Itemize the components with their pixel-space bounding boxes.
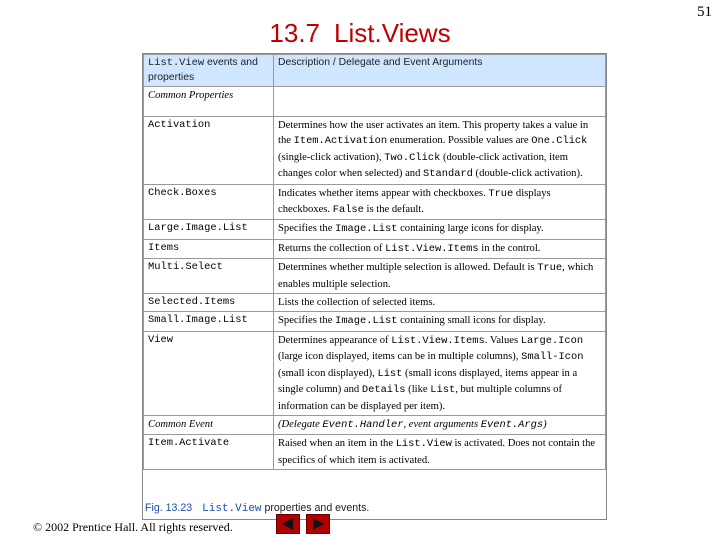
caption-text: properties and events.: [261, 502, 370, 514]
prev-slide-button[interactable]: [276, 514, 300, 534]
code-term: Event.Args: [480, 418, 544, 431]
common-properties-row: [144, 87, 606, 117]
desc-text: (small icons displayed, items appear in a single column) and: [278, 367, 578, 396]
desc-text: (double-click activation).: [472, 168, 583, 180]
property-name: Small.Image.List: [144, 312, 274, 331]
desc-text: Lists the collection of selected items.: [278, 297, 436, 309]
desc-text: in the control.: [478, 242, 541, 254]
desc-text: is the default.: [363, 204, 424, 216]
triangle-right-icon: [307, 515, 329, 533]
property-description: [274, 184, 606, 220]
table-row-multi-select: [144, 259, 606, 294]
desc-text: Specifies the: [278, 223, 336, 235]
property-name: View: [144, 331, 274, 415]
property-description: [274, 239, 606, 258]
property-name: Item.Activate: [144, 435, 274, 470]
code-term: Large.Icon: [520, 334, 584, 347]
code-term: Image.List: [335, 315, 398, 328]
code-term: One.Click: [531, 135, 588, 148]
desc-text: enumeration. Possible values are: [387, 135, 532, 147]
property-description: [274, 435, 606, 470]
desc-text: (single-click activation),: [278, 151, 385, 163]
property-name: Multi.Select: [144, 259, 274, 294]
code-term: Item.Activation: [293, 135, 388, 148]
table-row-small-image-list: [144, 312, 606, 331]
property-name: Items: [144, 239, 274, 258]
figure-number: Fig. 13.23: [145, 502, 193, 514]
table-row-check-boxes: [144, 184, 606, 220]
code-term: Image.List: [335, 223, 398, 236]
desc-text: (double-click activation, item changes color when selected) and: [278, 151, 568, 180]
property-description: [274, 259, 606, 294]
property-description: [274, 331, 606, 415]
code-term: List.View: [395, 438, 452, 451]
next-slide-button[interactable]: [306, 514, 330, 534]
desc-text: Indicates whether items appear with checkboxes.: [278, 187, 489, 199]
desc-text: Determines appearance of: [278, 334, 392, 346]
desc-text: ): [543, 418, 547, 430]
title-text: List.Views: [334, 18, 451, 48]
figure-caption: [145, 502, 369, 515]
property-name: Activation: [144, 117, 274, 185]
desc-text: Determines whether multiple selection is allowed. Default is: [278, 262, 538, 274]
properties-table: [143, 54, 606, 470]
property-name: Selected.Items: [144, 294, 274, 312]
code-term: List: [430, 384, 456, 397]
property-description: [274, 294, 606, 312]
section-number: 13.7: [269, 18, 321, 48]
table-row-selected-items: [144, 294, 606, 312]
common-properties-empty: [274, 87, 606, 117]
table-row-large-image-list: [144, 220, 606, 239]
desc-text: Raised when an item in the: [278, 438, 396, 450]
table-row-items: [144, 239, 606, 258]
desc-text: (small icon displayed),: [278, 367, 378, 379]
desc-text: . Values: [484, 334, 521, 346]
desc-text: , which enables multiple selection.: [278, 262, 594, 290]
triangle-left-icon: [277, 515, 299, 533]
code-term: Event.Handler: [322, 418, 404, 431]
property-name: Large.Image.List: [144, 220, 274, 239]
desc-text: Determines how the user activates an item. This property takes a value in the: [278, 120, 589, 147]
common-event-row: [144, 415, 606, 434]
table-row-view: [144, 331, 606, 415]
desc-text: containing large icons for display.: [397, 223, 544, 235]
common-properties-label: Common Properties: [144, 87, 274, 117]
desc-text: , but multiple columns of information can be displayed per item).: [278, 384, 562, 412]
header-col1: [144, 55, 274, 87]
common-event-description: [274, 415, 606, 434]
property-name: Check.Boxes: [144, 184, 274, 220]
page-number: 51: [697, 4, 712, 20]
property-description: [274, 312, 606, 331]
code-term: True: [537, 262, 563, 275]
desc-text: (like: [405, 384, 431, 396]
header-col1-code: List.View: [148, 57, 205, 69]
table-row-item-activate: [144, 435, 606, 470]
desc-text: Returns the collection of: [278, 242, 386, 254]
code-term: List.View.Items: [391, 334, 485, 347]
copyright-footer: © 2002 Prentice Hall. All rights reserved.: [33, 520, 233, 534]
table-header-row: [144, 55, 606, 87]
properties-table-container: [142, 53, 607, 520]
caption-code: List.View: [202, 503, 262, 515]
header-col1-text: events and properties: [148, 57, 258, 83]
desc-text: displays checkboxes.: [278, 187, 551, 216]
common-event-label: Common Event: [144, 415, 274, 434]
code-term: False: [332, 204, 364, 217]
slide-title: [0, 18, 720, 49]
desc-text: is activated. Does not contain the specifics of which item is activated.: [278, 438, 596, 466]
code-term: True: [488, 187, 514, 200]
desc-text: (Delegate: [278, 418, 323, 430]
desc-text: Specifies the: [278, 315, 336, 327]
code-term: Standard: [423, 168, 473, 181]
property-description: [274, 117, 606, 185]
header-col2: Description / Delegate and Event Arguments: [274, 55, 606, 87]
desc-text: , event arguments: [403, 418, 481, 430]
property-description: [274, 220, 606, 239]
table-row-activation: [144, 117, 606, 185]
desc-text: (large icon displayed, items can be in multiple columns),: [278, 351, 522, 363]
code-term: List: [377, 367, 403, 380]
code-term: Details: [361, 384, 406, 397]
code-term: List.View.Items: [385, 242, 479, 255]
desc-text: containing small icons for display.: [397, 315, 546, 327]
code-term: Small-Icon: [521, 351, 584, 364]
code-term: Two.Click: [384, 151, 441, 164]
